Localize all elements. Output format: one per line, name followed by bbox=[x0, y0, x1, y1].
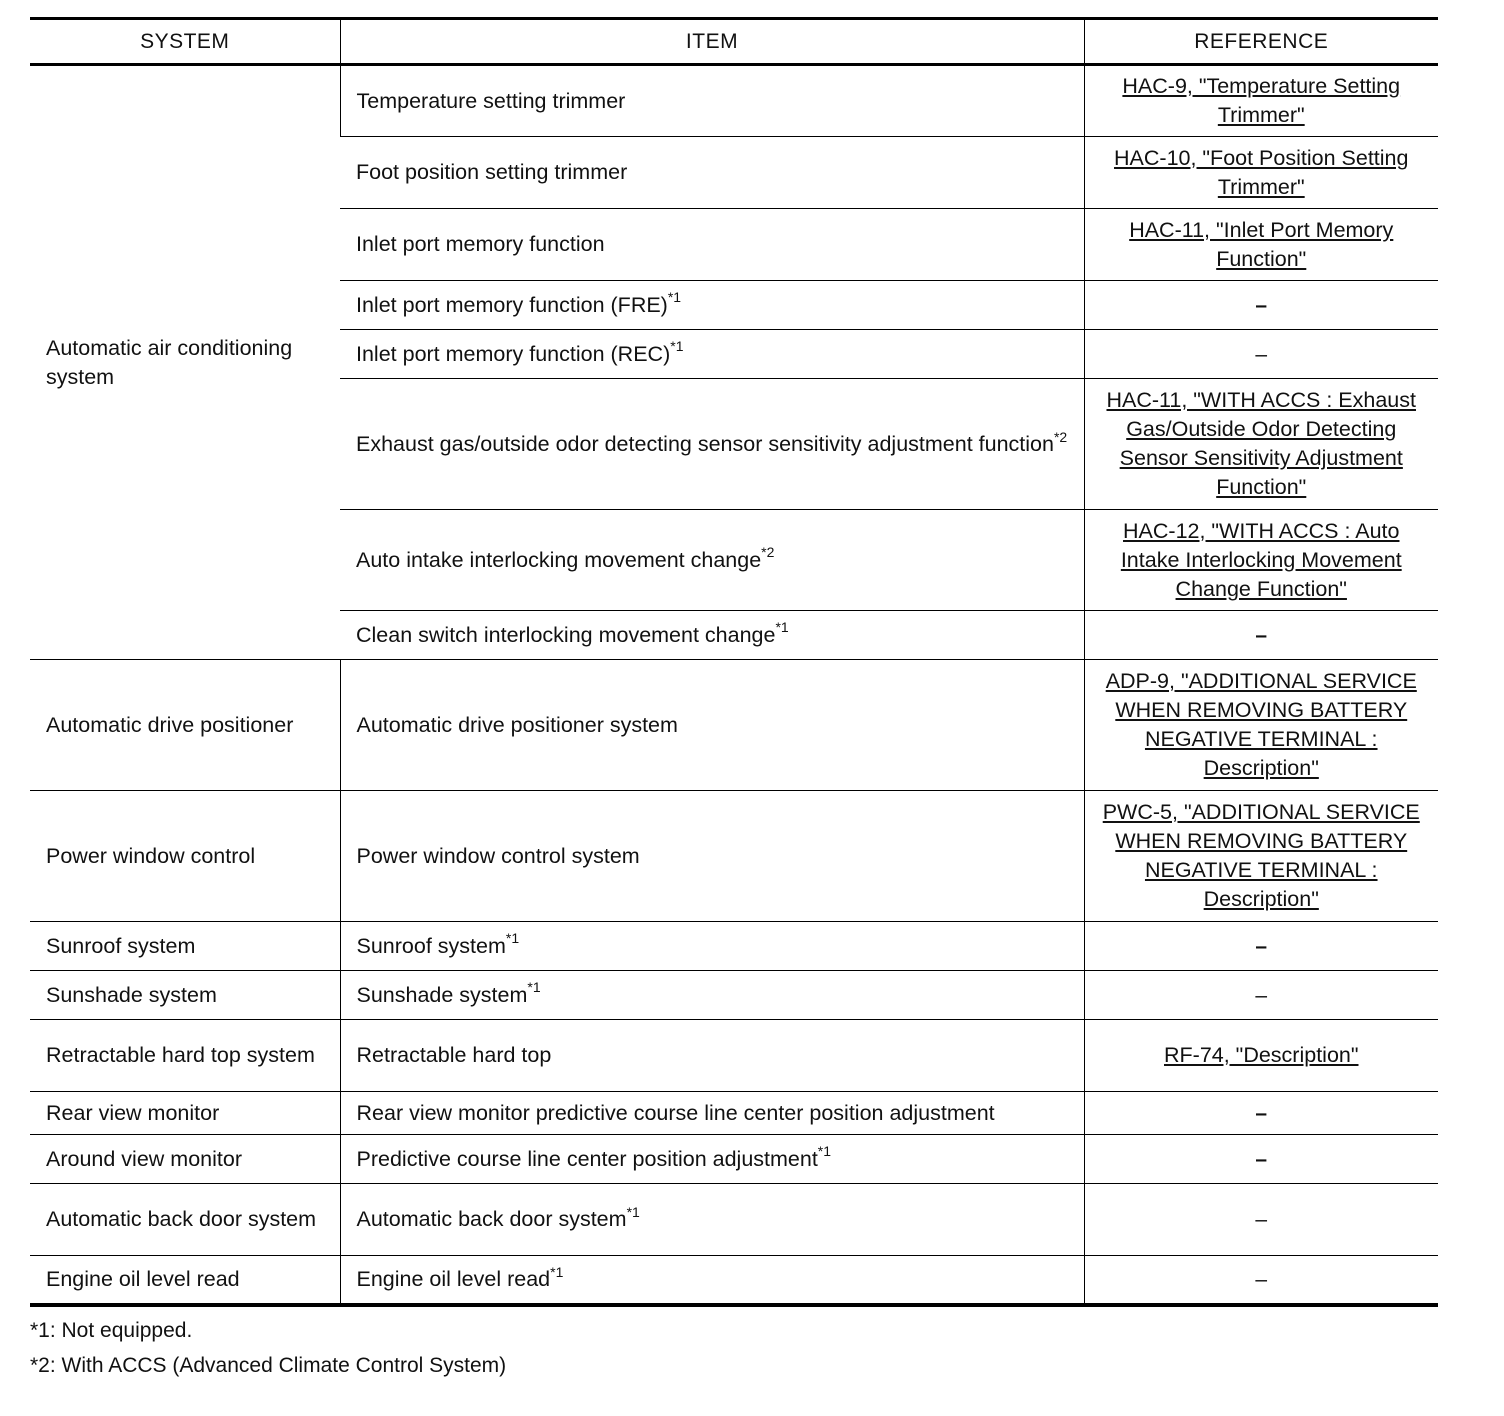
item-cell: Inlet port memory function (FRE)$^{*1}$ bbox=[340, 281, 1084, 330]
reference-cell bbox=[1084, 209, 1438, 281]
reference-cell: – bbox=[1084, 1135, 1438, 1184]
item-cell: Retractable hard top bbox=[340, 1020, 1084, 1092]
hac-12-link[interactable]: HAC-12, "WITH ACCS : Auto Intake Interlocking Movement Change Function" bbox=[1120, 518, 1402, 601]
system-cell: Power window control bbox=[30, 791, 340, 922]
hac-11-link[interactable]: HAC-11, "Inlet Port Memory Function" bbox=[1129, 217, 1394, 271]
footnote-mark: *1 bbox=[817, 1143, 832, 1160]
footnote-mark: *1 bbox=[550, 1263, 564, 1280]
system-cell: Engine oil level read bbox=[30, 1256, 340, 1305]
footnote-mark: *2 bbox=[1053, 428, 1068, 445]
footnote-2: *2: With ACCS (Advanced Climate Control System) bbox=[30, 1353, 507, 1377]
item-cell: Automatic back door system$^{*1}$ bbox=[340, 1184, 1084, 1256]
item-cell: Sunroof system$^{*1}$ bbox=[340, 922, 1084, 971]
reference-cell bbox=[1084, 791, 1438, 922]
item-cell: Clean switch interlocking movement change$^{*1}$ bbox=[340, 611, 1084, 660]
table-row bbox=[30, 1092, 1438, 1135]
table-row bbox=[30, 922, 1438, 971]
reference-cell: – bbox=[1084, 1092, 1438, 1135]
system-cell: Rear view monitor bbox=[30, 1092, 340, 1135]
pwc-5-link[interactable]: PWC-5, "ADDITIONAL SERVICE WHEN REMOVING BATTERY NEGATIVE TERMINAL : Description" bbox=[1102, 800, 1420, 911]
footnote-mark: *1 bbox=[667, 289, 682, 306]
system-cell: Sunshade system bbox=[30, 971, 340, 1020]
rf-74-link[interactable]: RF-74, "Description" bbox=[1164, 1043, 1359, 1067]
document bbox=[30, 17, 1438, 1383]
hac-10-link[interactable]: HAC-10, "Foot Position Setting Trimmer" bbox=[1114, 145, 1409, 199]
reference-cell: – bbox=[1084, 922, 1438, 971]
item-cell: Automatic drive positioner system bbox=[340, 660, 1084, 791]
item-cell: Rear view monitor predictive course line center position adjustment bbox=[340, 1092, 1084, 1135]
item-cell: Auto intake interlocking movement change$^{*2}$ bbox=[340, 510, 1084, 611]
reference-cell bbox=[1084, 65, 1438, 137]
table-row bbox=[30, 971, 1438, 1020]
reference-cell bbox=[1084, 660, 1438, 791]
reference-cell bbox=[1084, 1020, 1438, 1092]
reference-cell: – bbox=[1084, 971, 1438, 1020]
header-reference: REFERENCE bbox=[1084, 19, 1438, 65]
item-cell: Power window control system bbox=[340, 791, 1084, 922]
system-cell: Around view monitor bbox=[30, 1135, 340, 1184]
system-cell: Automatic air conditioning system bbox=[30, 65, 340, 660]
item-cell: Engine oil level read$^{*1}$ bbox=[340, 1256, 1084, 1305]
table-row bbox=[30, 1184, 1438, 1256]
table-row bbox=[30, 1135, 1438, 1184]
settings-table bbox=[30, 17, 1438, 1307]
reference-cell: – bbox=[1084, 611, 1438, 660]
table-header-row bbox=[30, 19, 1438, 65]
item-cell: Foot position setting trimmer bbox=[340, 137, 1084, 209]
system-cell: Automatic drive positioner bbox=[30, 660, 340, 791]
table-row bbox=[30, 791, 1438, 922]
reference-cell: – bbox=[1084, 281, 1438, 330]
hac-11-accs-link[interactable]: HAC-11, "WITH ACCS : Exhaust Gas/Outside Odor Detecting Sensor Sensitivity Adjustment Function" bbox=[1106, 388, 1416, 499]
hac-9-link[interactable]: HAC-9, "Temperature Setting Trimmer" bbox=[1122, 74, 1401, 127]
footnote-mark: *1 bbox=[775, 619, 789, 636]
footnote-1: *1: Not equipped. bbox=[30, 1318, 193, 1342]
table-row bbox=[30, 1256, 1438, 1305]
table-row bbox=[30, 1020, 1438, 1092]
reference-cell: – bbox=[1084, 1256, 1438, 1305]
reference-cell: – bbox=[1084, 330, 1438, 379]
table-row bbox=[30, 660, 1438, 791]
footnote-mark: *1 bbox=[505, 930, 520, 947]
item-cell: Sunshade system$^{*1}$ bbox=[340, 971, 1084, 1020]
table-row bbox=[30, 65, 1438, 137]
system-cell: Retractable hard top system bbox=[30, 1020, 340, 1092]
reference-cell bbox=[1084, 137, 1438, 209]
item-cell: Predictive course line center position adjustment$^{*1}$ bbox=[340, 1135, 1084, 1184]
header-system: SYSTEM bbox=[140, 29, 230, 53]
footnote-mark: *1 bbox=[670, 338, 684, 355]
footnote-mark: *1 bbox=[626, 1203, 640, 1220]
footnote-mark: *1 bbox=[527, 979, 541, 996]
footnotes bbox=[30, 1313, 1438, 1383]
header-item: ITEM bbox=[340, 19, 1084, 65]
footnote-mark: *2 bbox=[761, 544, 775, 561]
adp-9-link[interactable]: ADP-9, "ADDITIONAL SERVICE WHEN REMOVING BATTERY NEGATIVE TERMINAL : Description" bbox=[1105, 669, 1417, 780]
item-cell: Inlet port memory function (REC)$^{*1}$ bbox=[340, 330, 1084, 379]
item-cell: Inlet port memory function bbox=[340, 209, 1084, 281]
item-cell: Exhaust gas/outside odor detecting sensor sensitivity adjustment function$^{*2}$ bbox=[340, 379, 1084, 510]
reference-cell bbox=[1084, 379, 1438, 510]
reference-cell bbox=[1084, 510, 1438, 611]
system-cell: Sunroof system bbox=[30, 922, 340, 971]
reference-cell: – bbox=[1084, 1184, 1438, 1256]
item-cell: Temperature setting trimmer bbox=[340, 65, 1084, 137]
system-cell: Automatic back door system bbox=[30, 1184, 340, 1256]
